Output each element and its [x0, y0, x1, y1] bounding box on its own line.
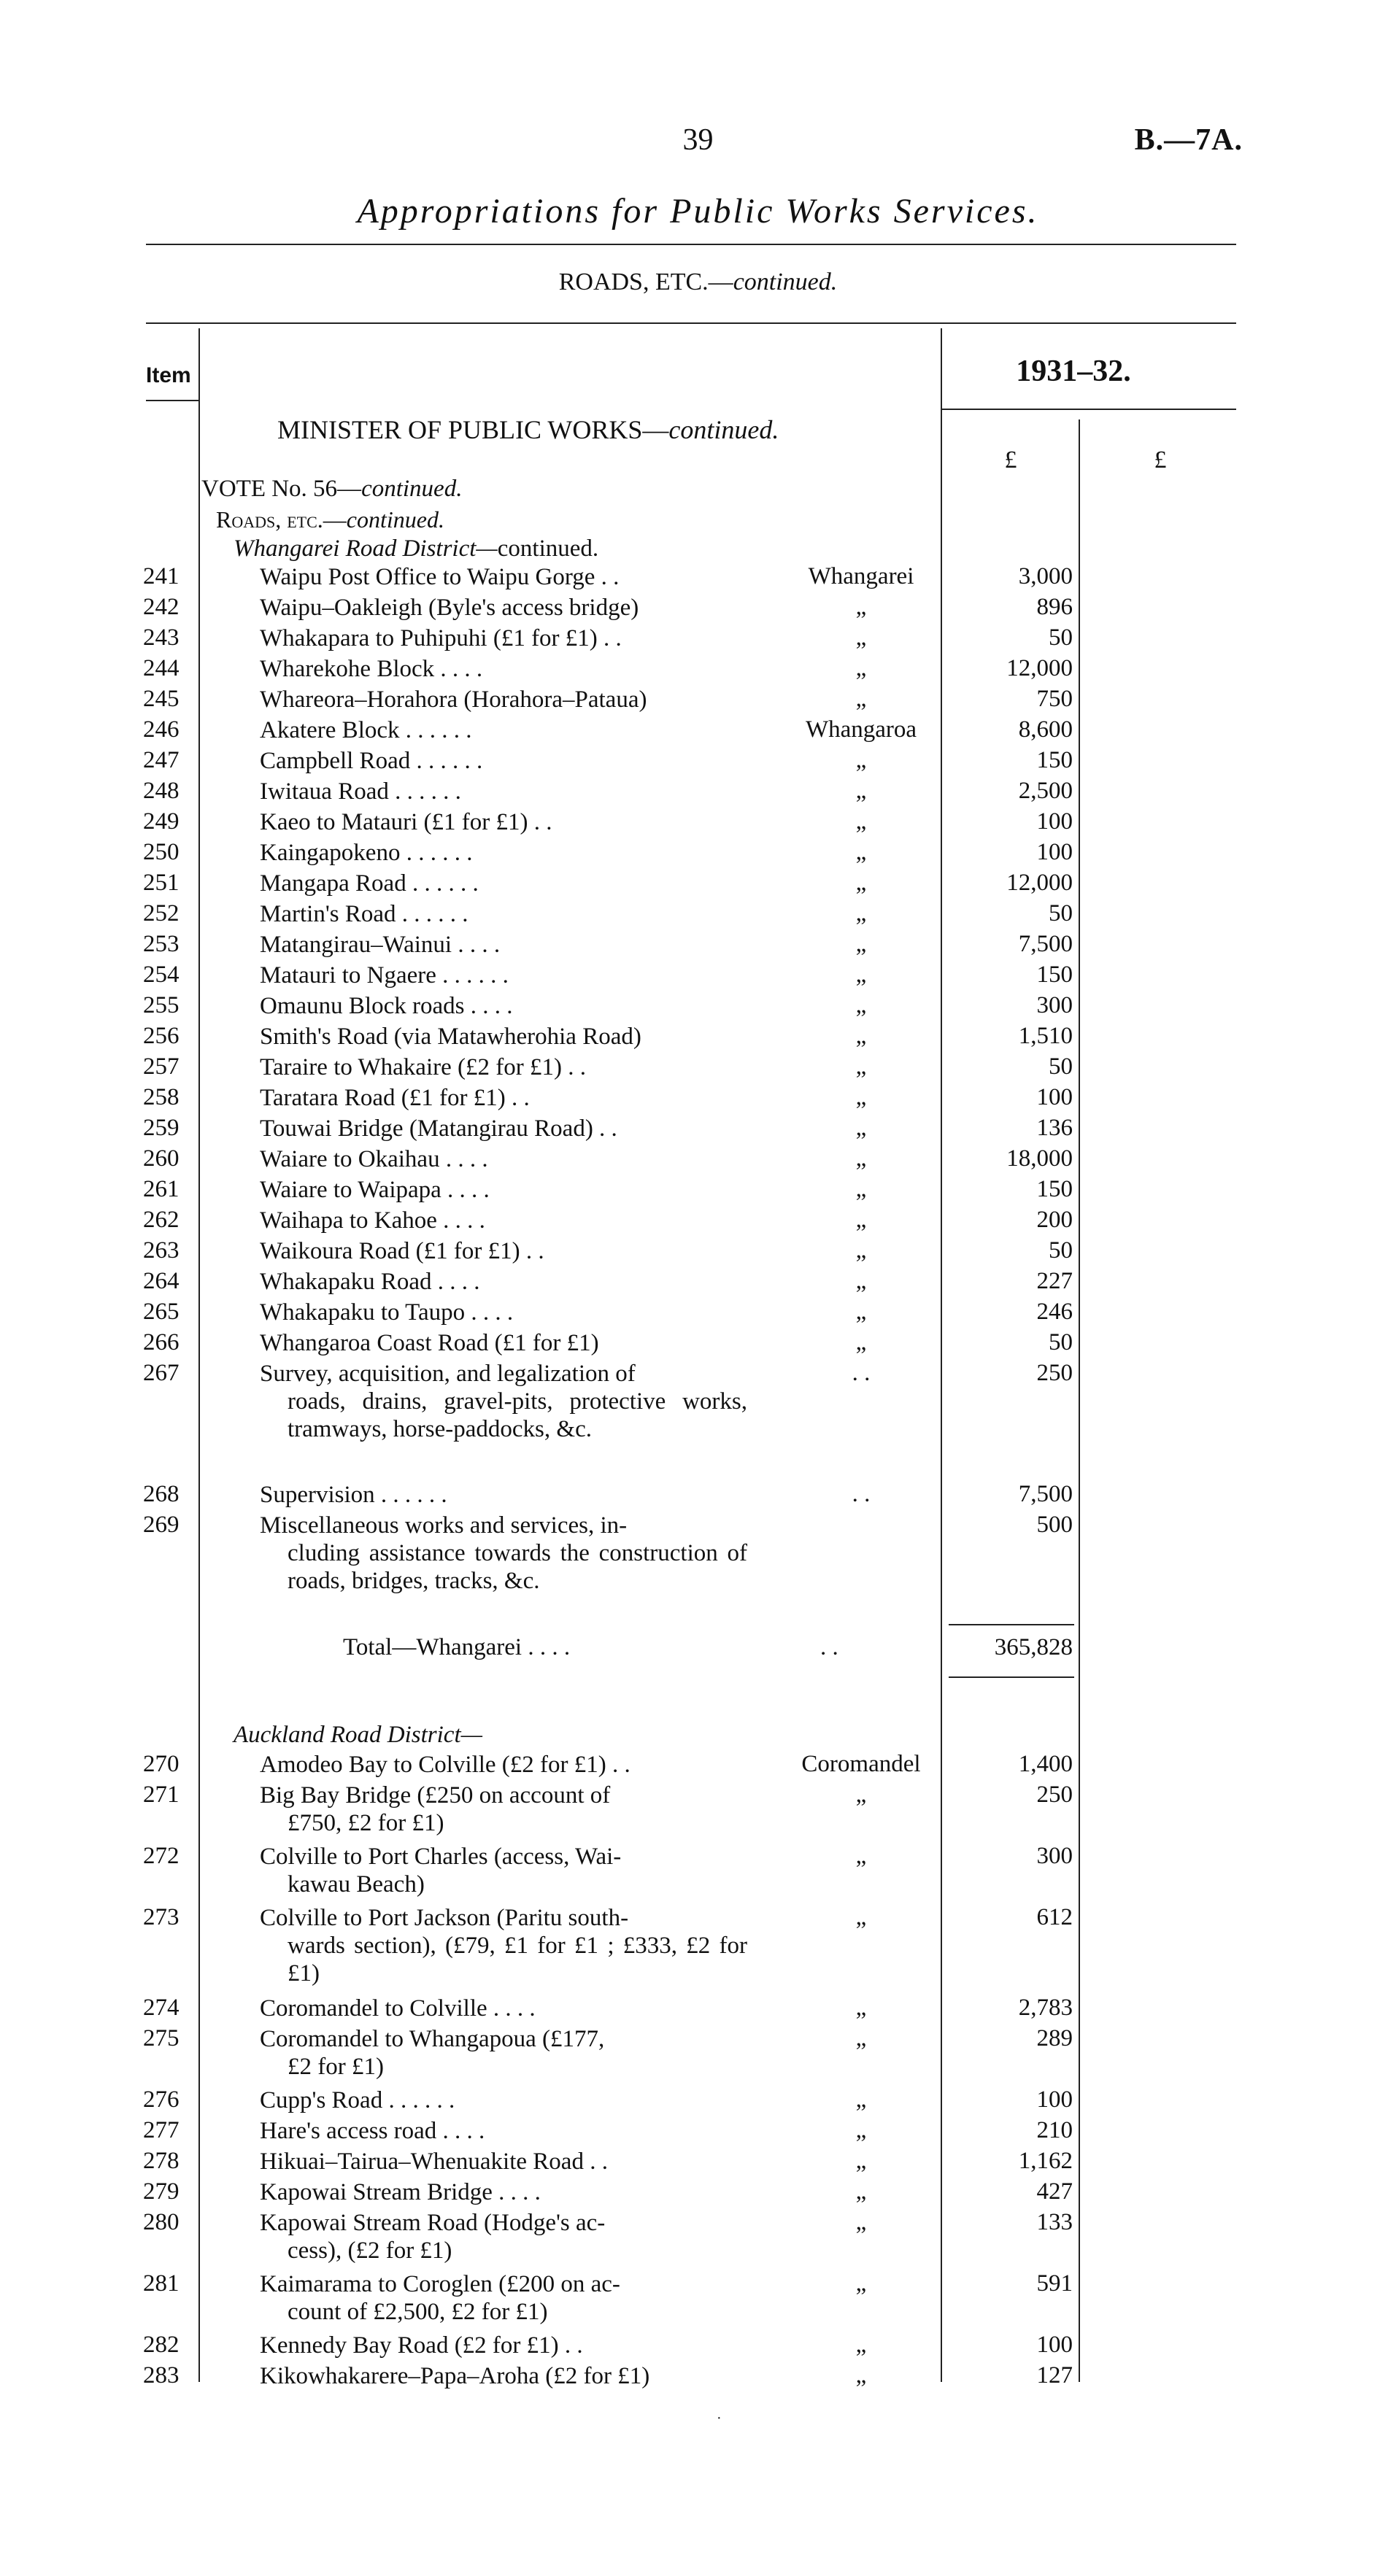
item-description	[260, 992, 747, 1020]
currency-right-header: £	[1154, 446, 1167, 473]
item-area: Coromandel	[801, 1751, 921, 1777]
total-bottom-rule	[949, 1676, 1074, 1678]
item-number: 274	[143, 1995, 180, 2021]
item-description	[260, 2209, 747, 2264]
item-description-continuation: cess), (£2 for £1)	[288, 2237, 452, 2264]
item-number: 280	[143, 2209, 180, 2235]
item-amount: 289	[1036, 2025, 1073, 2051]
item-number: 278	[143, 2148, 180, 2174]
year-column-header: 1931–32.	[1016, 355, 1131, 388]
item-description	[260, 716, 747, 744]
item-description-line: Campbell Road . . . . . .	[260, 748, 483, 774]
item-amount: 100	[1036, 808, 1073, 835]
item-description-continuation: £2 for £1)	[288, 2054, 384, 2080]
item-number: 247	[143, 747, 180, 773]
item-description-line: Waiare to Waipapa . . . .	[260, 1177, 490, 1203]
item-description	[260, 870, 747, 897]
item-area: „	[855, 778, 867, 804]
item-area: „	[855, 2178, 867, 2205]
total-amount: 365,828	[994, 1634, 1073, 1660]
item-amount: 300	[1036, 1843, 1073, 1869]
item-description	[260, 747, 747, 775]
item-description-line: Mangapa Road . . . . . .	[260, 870, 479, 897]
item-description-line: Whareora–Horahora (Horahora–Pataua)	[260, 686, 647, 713]
item-amount: 100	[1036, 2332, 1073, 2358]
item-area: „	[855, 870, 867, 896]
roads-main: Roads, etc.—	[216, 506, 347, 533]
item-number: 253	[143, 931, 180, 957]
item-description-line: Taraire to Whakaire (£2 for £1) . .	[260, 1054, 586, 1080]
item-description	[260, 563, 747, 591]
item-number: 275	[143, 2025, 180, 2051]
item-description-line: Matangirau–Wainui . . . .	[260, 932, 501, 958]
item-description	[260, 1995, 747, 2022]
item-description-line: Kapowai Stream Bridge . . . .	[260, 2179, 541, 2205]
item-number: 248	[143, 778, 180, 804]
item-area: „	[855, 1904, 867, 1930]
item-number: 267	[143, 1360, 180, 1386]
item-description	[260, 962, 747, 989]
item-description-line: Smith's Road (via Matawherohia Road)	[260, 1024, 641, 1050]
item-description-line: Kennedy Bay Road (£2 for £1) . .	[260, 2332, 583, 2359]
item-area: „	[855, 1207, 867, 1233]
item-amount: 896	[1036, 594, 1073, 620]
item-description-line: Taratara Road (£1 for £1) . .	[260, 1085, 530, 1111]
item-amount: 427	[1036, 2178, 1073, 2205]
item-description	[260, 2086, 747, 2114]
currency-left-header: £	[1004, 446, 1017, 473]
item-description	[260, 1512, 747, 1595]
item-number: 243	[143, 624, 180, 651]
item-description	[260, 686, 747, 713]
item-description-line: Kaeo to Matauri (£1 for £1) . .	[260, 809, 552, 835]
item-number: 271	[143, 1782, 180, 1808]
item-area: „	[855, 1843, 867, 1869]
item-amount: 50	[1049, 1237, 1073, 1264]
item-area: „	[855, 1268, 867, 1294]
item-area: . .	[852, 1481, 871, 1507]
item-amount: 18,000	[1006, 1145, 1073, 1172]
total-label: Total—Whangarei . . . .	[343, 1634, 571, 1660]
item-description-line: Kaingapokeno . . . . . .	[260, 840, 473, 866]
whangarei-district-name: Whangarei Road District—	[234, 535, 498, 562]
item-description-continuation: kawau Beach)	[288, 1871, 425, 1898]
item-number: 264	[143, 1268, 180, 1294]
item-number: 257	[143, 1053, 180, 1080]
item-number: 277	[143, 2117, 180, 2143]
item-description	[260, 2178, 747, 2206]
item-amount: 1,400	[1018, 1751, 1073, 1777]
item-description-line: Kikowhakarere–Papa–Aroha (£2 for £1)	[260, 2363, 650, 2389]
item-description-line: Kaimarama to Coroglen (£200 on ac-	[260, 2271, 620, 2297]
item-area: „	[855, 686, 867, 712]
item-description-line: Omaunu Block roads . . . .	[260, 993, 513, 1019]
item-amount: 7,500	[1018, 1481, 1073, 1507]
item-description	[260, 624, 747, 652]
item-description-line: Waihapa to Kahoe . . . .	[260, 1207, 485, 1234]
item-amount: 591	[1036, 2270, 1073, 2297]
item-description-line: Wharekohe Block . . . .	[260, 656, 483, 682]
item-description	[260, 1023, 747, 1051]
minister-main: MINISTER OF PUBLIC WORKS—	[277, 415, 669, 444]
item-description-line: Coromandel to Whangapoua (£177,	[260, 2026, 605, 2052]
item-description	[260, 839, 747, 867]
item-description	[260, 1481, 747, 1509]
year-header-rule	[941, 409, 1236, 410]
item-number: 252	[143, 900, 180, 927]
item-description-line: Colville to Port Jackson (Paritu south-	[260, 1905, 629, 1931]
minister-heading	[277, 414, 779, 445]
item-number: 241	[143, 563, 180, 589]
item-description	[260, 1084, 747, 1112]
item-amount: 133	[1036, 2209, 1073, 2235]
item-amount: 12,000	[1006, 870, 1073, 896]
item-number: 259	[143, 1115, 180, 1141]
item-amount: 100	[1036, 2086, 1073, 2113]
item-description	[260, 1268, 747, 1296]
item-area: „	[855, 2362, 867, 2389]
item-description-line: Akatere Block . . . . . .	[260, 717, 472, 743]
item-amount: 50	[1049, 1329, 1073, 1355]
item-description	[260, 1115, 747, 1142]
item-area: „	[855, 1176, 867, 1202]
item-amount: 100	[1036, 839, 1073, 865]
item-description	[260, 1360, 747, 1443]
roads-continued: continued.	[346, 506, 444, 533]
item-description	[260, 2270, 747, 2326]
item-description-line: Survey, acquisition, and legalization of	[260, 1361, 636, 1387]
item-header-rule	[146, 400, 198, 401]
item-amount: 50	[1049, 1053, 1073, 1080]
item-description-line: Coromandel to Colville . . . .	[260, 1995, 536, 2022]
item-description-line: Big Bay Bridge (£250 on account of	[260, 1782, 611, 1809]
stray-mark: ·	[717, 2410, 722, 2426]
item-description	[260, 2025, 747, 2081]
item-area: „	[855, 931, 867, 957]
item-area: Whangarei	[808, 563, 914, 589]
item-amount: 246	[1036, 1299, 1073, 1325]
item-amount: 50	[1049, 624, 1073, 651]
item-number: 282	[143, 2332, 180, 2358]
item-number: 279	[143, 2178, 180, 2205]
item-description	[260, 1053, 747, 1081]
total-top-rule	[949, 1624, 1074, 1625]
item-number: 281	[143, 2270, 180, 2297]
vote-continued: continued.	[361, 476, 463, 502]
item-description	[260, 2117, 747, 2145]
item-area: „	[855, 2025, 867, 2051]
item-number: 268	[143, 1481, 180, 1507]
item-description	[260, 1751, 747, 1779]
item-area: „	[855, 747, 867, 773]
item-area: „	[855, 2148, 867, 2174]
item-description	[260, 1207, 747, 1234]
document-reference: B.—7A.	[1134, 123, 1243, 157]
minister-continued: continued.	[668, 415, 779, 444]
item-description-line: Amodeo Bay to Colville (£2 for £1) . .	[260, 1752, 630, 1778]
item-amount: 2,783	[1018, 1995, 1073, 2021]
auckland-district-heading	[234, 1722, 482, 1749]
item-number: 244	[143, 655, 180, 681]
item-number: 263	[143, 1237, 180, 1264]
item-amount: 3,000	[1018, 563, 1073, 589]
item-amount: 2,500	[1018, 778, 1073, 804]
page-subtitle	[0, 268, 1396, 296]
item-description-continuation: count of £2,500, £2 for £1)	[288, 2299, 548, 2325]
item-number: 266	[143, 1329, 180, 1355]
item-area: „	[855, 2270, 867, 2297]
item-area: . .	[852, 1360, 871, 1386]
item-amount: 612	[1036, 1904, 1073, 1930]
item-amount: 250	[1036, 1360, 1073, 1386]
whangarei-district-heading	[234, 535, 598, 562]
item-number: 256	[143, 1023, 180, 1049]
item-amount: 150	[1036, 962, 1073, 988]
item-amount: 500	[1036, 1512, 1073, 1538]
item-description-line: Supervision . . . . . .	[260, 1482, 447, 1508]
item-description-continuation: cluding assistance towards the construction of roads, bridges, tracks, &c.	[288, 1540, 747, 1594]
item-description-line: Waipu Post Office to Waipu Gorge . .	[260, 564, 620, 590]
amount-column-divider	[1079, 419, 1080, 2382]
item-number: 272	[143, 1843, 180, 1869]
item-description-line: Matauri to Ngaere . . . . . .	[260, 962, 509, 989]
item-amount: 127	[1036, 2362, 1073, 2389]
item-area: „	[855, 839, 867, 865]
item-description-line: Kapowai Stream Road (Hodge's ac-	[260, 2210, 606, 2236]
item-area: „	[855, 655, 867, 681]
item-description-line: Colville to Port Charles (access, Wai-	[260, 1844, 622, 1870]
item-area: „	[855, 900, 867, 927]
vote-main: VOTE No. 56—	[201, 476, 362, 502]
item-description	[260, 2148, 747, 2175]
item-area: „	[855, 2209, 867, 2235]
item-area: „	[855, 1053, 867, 1080]
item-area: „	[855, 962, 867, 988]
item-description-line: Waikoura Road (£1 for £1) . .	[260, 1238, 544, 1264]
item-amount: 136	[1036, 1115, 1073, 1141]
item-amount: 100	[1036, 1084, 1073, 1110]
page-title: Appropriations for Public Works Services.	[357, 192, 1039, 231]
item-description-line: Whangaroa Coast Road (£1 for £1)	[260, 1330, 599, 1356]
item-amount: 50	[1049, 900, 1073, 927]
item-number: 265	[143, 1299, 180, 1325]
item-description-line: Miscellaneous works and services, in-	[260, 1512, 628, 1539]
item-area: „	[855, 2086, 867, 2113]
item-amount: 300	[1036, 992, 1073, 1018]
item-number: 245	[143, 686, 180, 712]
item-description-line: Waiare to Okaihau . . . .	[260, 1146, 488, 1172]
item-description-line: Cupp's Road . . . . . .	[260, 2087, 455, 2113]
item-number: 269	[143, 1512, 180, 1538]
item-description	[260, 1782, 747, 1837]
item-description-line: Iwitaua Road . . . . . .	[260, 778, 461, 805]
item-number: 249	[143, 808, 180, 835]
item-area: „	[855, 594, 867, 620]
item-description	[260, 900, 747, 928]
item-amount: 227	[1036, 1268, 1073, 1294]
auckland-district-name: Auckland Road District—	[234, 1722, 482, 1748]
item-description-continuation: roads, drains, gravel-pits, protective works, tramways, horse-paddocks, &c.	[288, 1388, 747, 1442]
item-description-continuation: wards section), (£79, £1 for £1 ; £333, £2 for £1)	[288, 1933, 747, 1987]
item-number: 283	[143, 2362, 180, 2389]
table-top-rule	[146, 322, 1236, 324]
item-number: 246	[143, 716, 180, 743]
item-area: „	[855, 1084, 867, 1110]
item-amount: 12,000	[1006, 655, 1073, 681]
item-amount: 150	[1036, 747, 1073, 773]
title-rule	[146, 244, 1236, 245]
whangarei-district-continued: continued.	[497, 535, 599, 562]
item-area: „	[855, 808, 867, 835]
item-description	[260, 655, 747, 683]
item-description	[260, 778, 747, 805]
item-area: „	[855, 1995, 867, 2021]
item-description-line: Whakapaku Road . . . .	[260, 1269, 480, 1295]
item-amount: 150	[1036, 1176, 1073, 1202]
item-description-line: Waipu–Oakleigh (Byle's access bridge)	[260, 595, 639, 621]
item-number: 262	[143, 1207, 180, 1233]
total-dots: . .	[820, 1634, 838, 1660]
item-amount: 210	[1036, 2117, 1073, 2143]
item-description-line: Whakapaku to Taupo . . . .	[260, 1299, 514, 1326]
subtitle-main: ROADS, ETC.—	[558, 268, 733, 295]
item-number: 261	[143, 1176, 180, 1202]
item-description	[260, 1329, 747, 1357]
item-area: „	[855, 1329, 867, 1355]
item-number: 242	[143, 594, 180, 620]
vote-heading	[201, 476, 462, 503]
item-area: „	[855, 2332, 867, 2358]
roads-heading	[216, 506, 444, 533]
item-amount: 750	[1036, 686, 1073, 712]
item-description	[260, 1176, 747, 1204]
page-number: 39	[682, 123, 714, 157]
item-number: 273	[143, 1904, 180, 1930]
item-description-line: Touwai Bridge (Matangirau Road) . .	[260, 1115, 617, 1142]
item-amount: 1,510	[1018, 1023, 1073, 1049]
item-description-line: Whakapara to Puhipuhi (£1 for £1) . .	[260, 625, 622, 651]
item-amount: 8,600	[1018, 716, 1073, 743]
item-description	[260, 808, 747, 836]
item-description-continuation: £750, £2 for £1)	[288, 1810, 444, 1836]
item-area: „	[855, 992, 867, 1018]
item-description-line: Hikuai–Tairua–Whenuakite Road . .	[260, 2148, 608, 2175]
item-number: 254	[143, 962, 180, 988]
subtitle-continued: continued.	[733, 268, 838, 295]
item-description	[260, 2362, 747, 2390]
item-number: 255	[143, 992, 180, 1018]
item-area: „	[855, 1145, 867, 1172]
item-description	[260, 931, 747, 959]
item-column-rule	[198, 328, 200, 2382]
item-column-header: Item	[146, 363, 191, 387]
item-number: 260	[143, 1145, 180, 1172]
item-description	[260, 2332, 747, 2359]
item-number: 251	[143, 870, 180, 896]
item-area: „	[855, 1299, 867, 1325]
item-number: 270	[143, 1751, 180, 1777]
item-description	[260, 1904, 747, 1987]
item-area: Whangaroa	[805, 716, 917, 743]
item-description-line: Hare's access road . . . .	[260, 2118, 485, 2144]
item-area: „	[855, 624, 867, 651]
item-amount: 250	[1036, 1782, 1073, 1808]
item-area: „	[855, 1782, 867, 1808]
item-description	[260, 1843, 747, 1898]
item-number: 258	[143, 1084, 180, 1110]
item-description	[260, 1237, 747, 1265]
item-description-line: Martin's Road . . . . . .	[260, 901, 468, 927]
item-description	[260, 594, 747, 622]
item-description	[260, 1299, 747, 1326]
item-area: „	[855, 1023, 867, 1049]
item-area: „	[855, 2117, 867, 2143]
item-amount: 7,500	[1018, 931, 1073, 957]
item-description	[260, 1145, 747, 1173]
item-number: 276	[143, 2086, 180, 2113]
item-amount: 1,162	[1018, 2148, 1073, 2174]
item-area: „	[855, 1115, 867, 1141]
item-amount: 200	[1036, 1207, 1073, 1233]
item-area: „	[855, 1237, 867, 1264]
item-number: 250	[143, 839, 180, 865]
